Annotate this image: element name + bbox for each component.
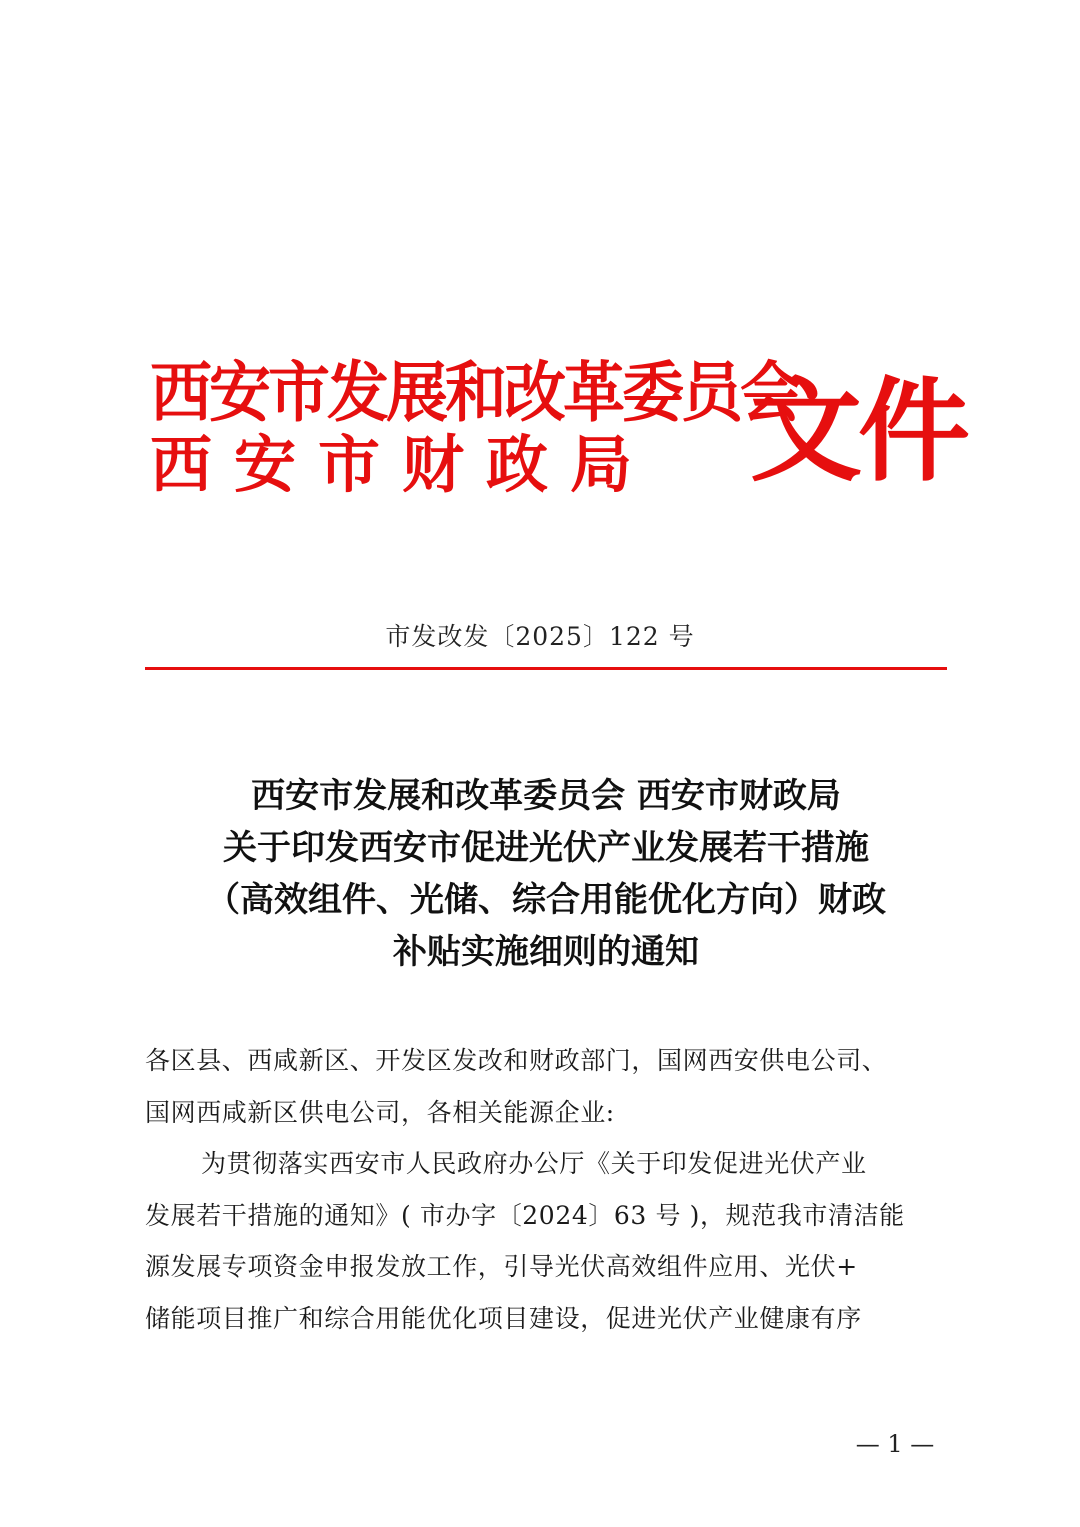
document-number: 市发改发〔2025〕122 号 <box>385 622 695 651</box>
page-number: — 1 — <box>855 1430 935 1458</box>
body-line: 发展若干措施的通知》( 市办字〔2024〕63 号 )，规范我市清洁能 <box>145 1200 905 1230</box>
title-line: 补贴实施细则的通知 <box>393 932 699 972</box>
red-header <box>150 353 966 505</box>
title-line: 西安市发展和改革委员会 西安市财政局 <box>251 776 841 816</box>
body-line: 国网西咸新区供电公司，各相关能源企业: <box>145 1097 615 1127</box>
document-body <box>145 1035 950 1344</box>
body-line: 为贯彻落实西安市人民政府办公厅《关于印发促进光伏产业 <box>201 1149 867 1178</box>
body-line: 源发展专项资金申报发放工作，引导光伏高效组件应用、光伏+ <box>145 1252 858 1281</box>
document-mark: 文件 <box>750 366 966 497</box>
body-line: 储能项目推广和综合用能优化项目建设，促进光伏产业健康有序 <box>145 1303 862 1333</box>
title-line: （高效组件、光储、综合用能优化方向）财政 <box>206 880 886 920</box>
document-title <box>145 770 947 978</box>
issuer-name-finance: 西安市财政局 <box>150 428 655 501</box>
issuer-name-ndrc: 西安市发展和改革委员会 <box>150 353 800 431</box>
body-line: 各区县、西咸新区、开发区发改和财政部门，国网西安供电公司、 <box>145 1046 888 1075</box>
title-line: 关于印发西安市促进光伏产业发展若干措施 <box>223 828 869 868</box>
red-separator-line <box>145 667 947 670</box>
